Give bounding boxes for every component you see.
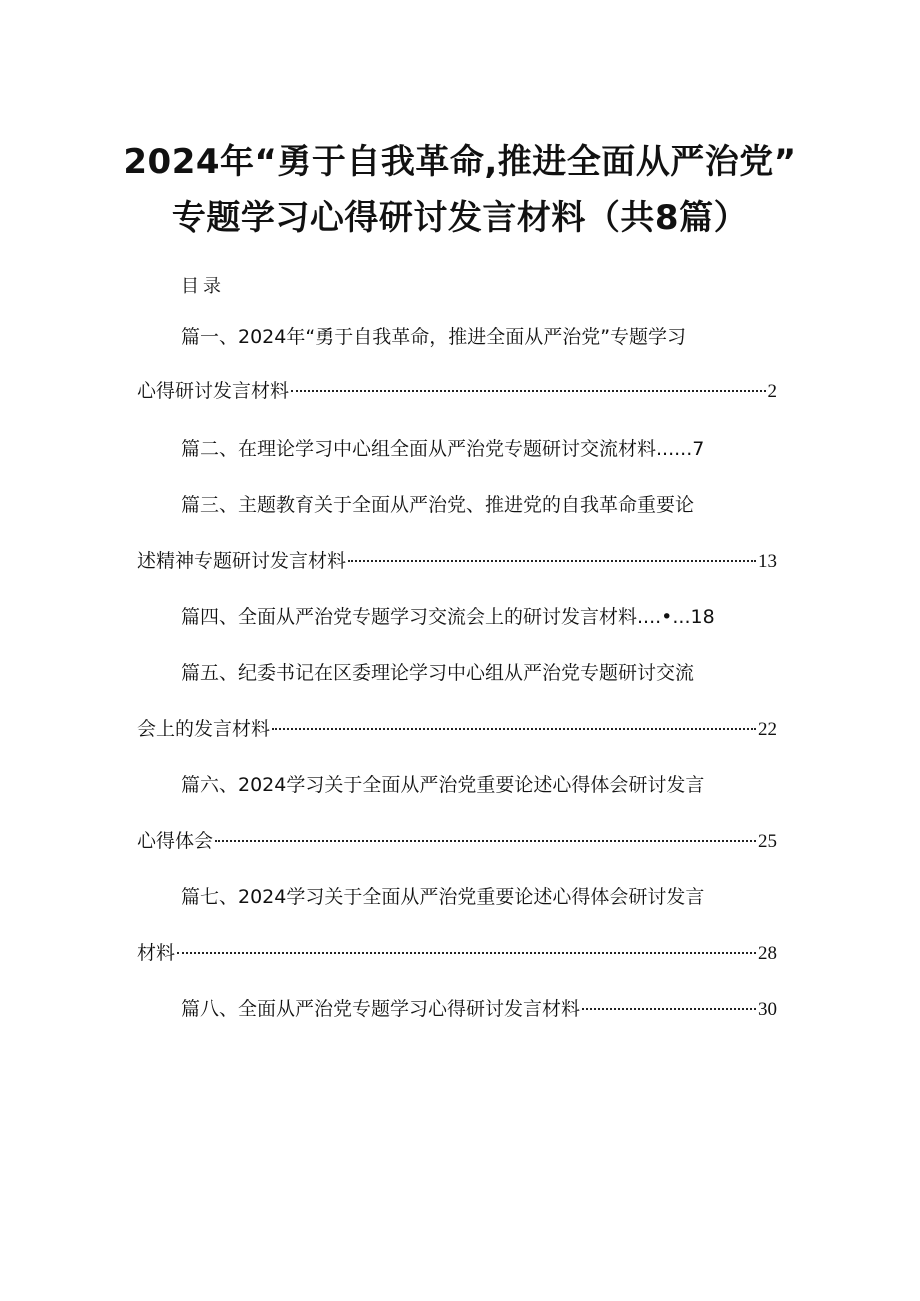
document-title-line-2: 专题学习心得研讨发言材料（共8篇）: [171, 198, 749, 238]
toc-leader-dots: [272, 728, 756, 730]
toc-heading: 目录: [181, 276, 225, 297]
toc-leader-dots: [582, 1008, 756, 1010]
toc-entry-1-page: 2: [767, 381, 777, 402]
toc-entry-5-text: 会上的发言材料: [137, 718, 271, 740]
toc-leader-dots: [348, 560, 756, 562]
toc-entry-6-line-1[interactable]: 篇六、2024学习关于全面从严治党重要论述心得体会研讨发言: [181, 774, 705, 796]
toc-entry-6-page: 25: [758, 831, 777, 852]
toc-entry-1-line-1[interactable]: 篇一、2024年“勇于自我革命，推进全面从严治党”专题学习: [181, 326, 687, 348]
toc-entry-8-text: 篇八、全面从严治党专题学习心得研讨发言材料: [181, 998, 581, 1020]
toc-leader-dots: [291, 390, 765, 392]
toc-leader-dots: [215, 840, 756, 842]
toc-entry-3-page: 13: [758, 551, 777, 572]
toc-entry-4[interactable]: 篇四、全面从严治党专题学习交流会上的研讨发言材料....•...18: [181, 606, 715, 628]
toc-entry-1-line-2[interactable]: [137, 378, 777, 405]
toc-entry-3-line-1[interactable]: 篇三、主题教育关于全面从严治党、推进党的自我革命重要论: [181, 494, 695, 516]
toc-entry-5-page: 22: [758, 719, 777, 740]
document-title-line-1: 2024年“勇于自我革命,推进全面从严治党”: [123, 142, 797, 182]
toc-entry-7-text: 材料: [137, 942, 176, 964]
toc-leader-dots: [177, 952, 756, 954]
toc-entry-3-text: 述精神专题研讨发言材料: [137, 550, 347, 572]
toc-entry-6-text: 心得体会: [137, 830, 214, 852]
toc-entry-8-page: 30: [758, 999, 777, 1020]
toc-entry-5-line-1[interactable]: 篇五、纪委书记在区委理论学习中心组从严治党专题研讨交流: [181, 662, 695, 684]
toc-entry-8[interactable]: [181, 996, 777, 1023]
toc-entry-7-line-1[interactable]: 篇七、2024学习关于全面从严治党重要论述心得体会研讨发言: [181, 886, 705, 908]
toc-entry-1-text: 心得研讨发言材料: [137, 380, 290, 402]
toc-entry-7-line-2[interactable]: [137, 940, 777, 967]
toc-entry-3-line-2[interactable]: [137, 548, 777, 575]
toc-entry-7-page: 28: [758, 943, 777, 964]
toc-entry-6-line-2[interactable]: [137, 828, 777, 855]
toc-entry-5-line-2[interactable]: [137, 716, 777, 743]
toc-entry-2[interactable]: 篇二、在理论学习中心组全面从严治党专题研讨交流材料......7: [181, 438, 705, 460]
